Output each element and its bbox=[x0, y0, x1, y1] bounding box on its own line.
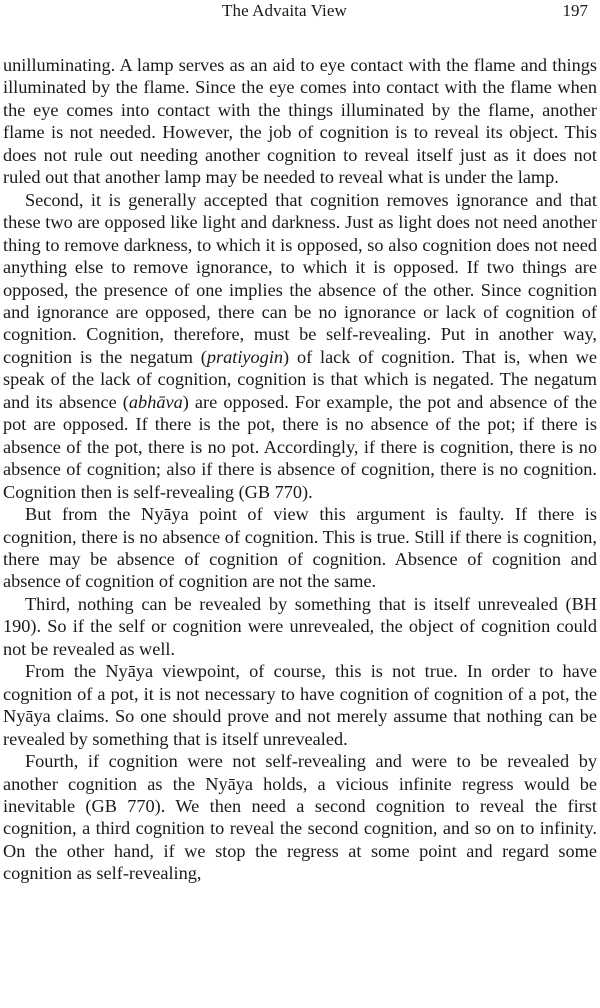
paragraph bbox=[3, 189, 597, 503]
running-head bbox=[0, 0, 600, 26]
paragraph bbox=[3, 750, 597, 885]
text-run: unilluminating. A lamp serves as an aid to eye contact with the flame and things illuminated by the flame. Since the eye comes into contact with the flame when the eye comes into contact with the things illuminated by the flame, another flame is not needed. However, the job of cognition is to reveal its object. This does not rule out needing another cognition to reveal itself just as it does not ruled out that another lamp may be needed to reveal what is under the lamp. bbox=[3, 55, 597, 188]
text-run: ) are opposed. For example, the pot and absence of the pot are opposed. If there is the pot, there is no absence of the pot; if there is absence of the pot, there is no pot. Accordingly, if there is cognition, there is no absence of cognition; also if there is absence of cognition, there is no cognition. Cognition then is self-revealing (GB 770). bbox=[3, 391, 597, 502]
text-run: But from the Nyāya point of view this argument is faulty. If there is cognition, there is no absence of cognition. This is true. Still if there is cognition, there may be absence of cognition of cognition. Absence of cognition and absence of cognition of cognition are not the same. bbox=[3, 504, 597, 592]
text-run: Fourth, if cognition were not self-revealing and were to be revealed by another cognition as the Nyāya holds, a vicious infinite regress would be inevitable (GB 770). We then need a second cognition to reveal the first cognition, a third cognition to reveal the second cognition, and so on to infinity. On the other hand, if we stop the regress at some point and regard some cognition as self-revealing, bbox=[3, 751, 597, 884]
body-text bbox=[3, 54, 597, 885]
italic-term: abhāva bbox=[128, 391, 183, 412]
italic-term: pratiyogin bbox=[206, 346, 284, 367]
text-run: From the Nyāya viewpoint, of course, this is not true. In order to have cognition of a pot, it is not necessary to have cognition of cognition of a pot, the Nyāya claims. So one should prove and not merely assume that nothing can be revealed by something that is itself unrevealed. bbox=[3, 661, 597, 749]
text-run: ) of lack of cognition. That is, when we speak of the lack of cognition, cognition is that which is negated. The negatum and its absence ( bbox=[3, 346, 598, 412]
paragraph bbox=[3, 593, 597, 660]
text-run: Second, it is generally accepted that cognition removes ignorance and that these two are opposed like light and darkness. Just as light does not need another thing to remove darkness, to which it is opposed, so also cognition does not need anything else to remove ignorance, to which it is opposed. If two things are opposed, the presence of one implies the absence of the other. Since cognition and ignorance are opposed, there can be no ignorance or lack of cognition of cognition. Cognition, therefore, must be self-revealing. Put in another way, cognition is the negatum ( bbox=[3, 189, 597, 367]
paragraph bbox=[3, 54, 597, 189]
page-number: 197 bbox=[562, 1, 588, 20]
paragraph bbox=[3, 660, 597, 750]
running-title: The Advaita View bbox=[222, 1, 347, 20]
text-run: Third, nothing can be revealed by something that is itself unrevealed (BH 190). So if the self or cognition were unrevealed, the object of cognition could not be revealed as well. bbox=[3, 593, 597, 659]
paragraph bbox=[3, 503, 597, 593]
